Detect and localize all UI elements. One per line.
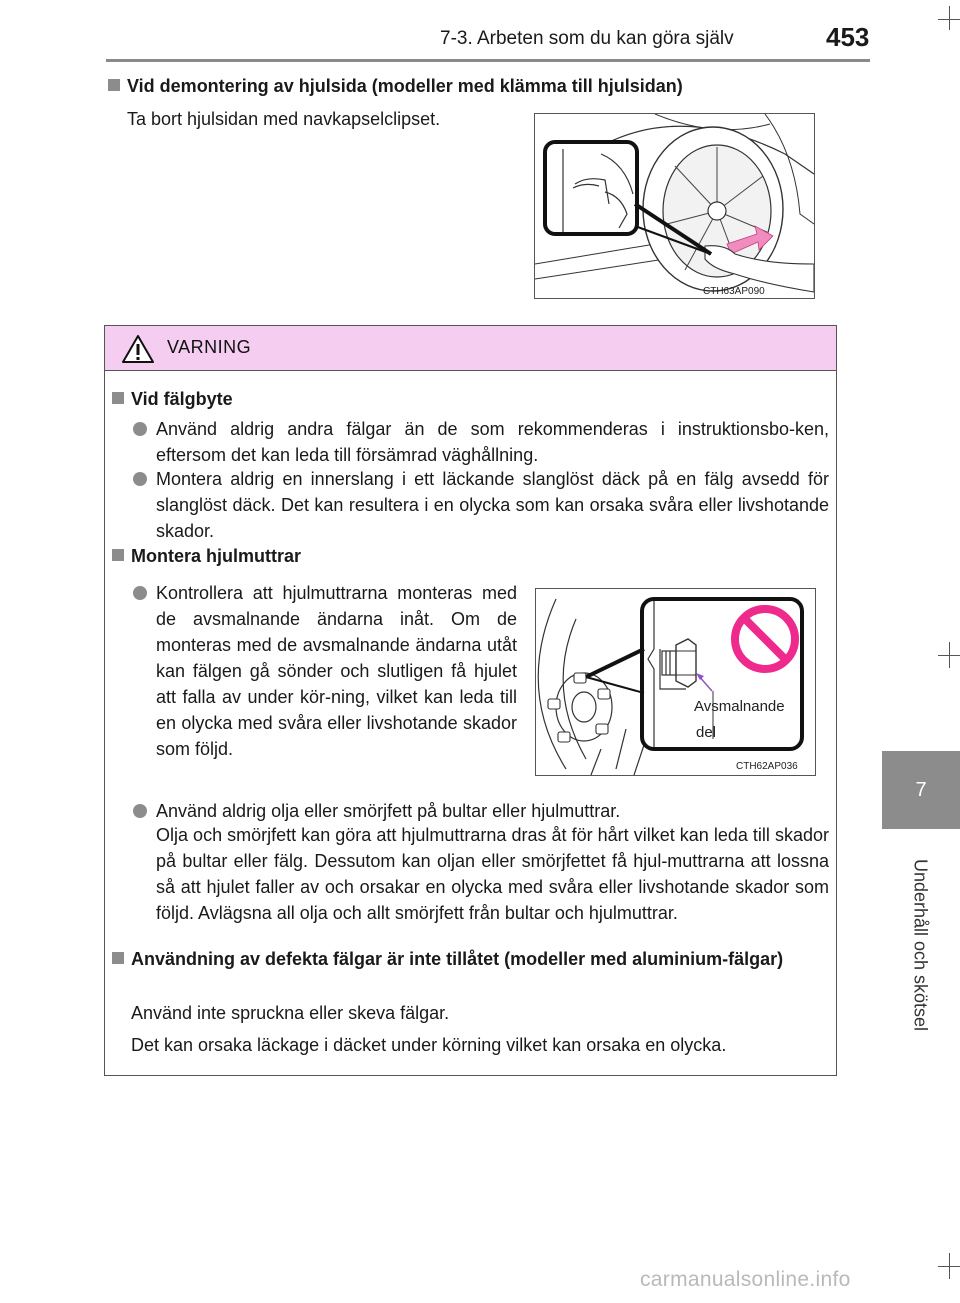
warning-item: Montera aldrig en innerslang i ett läckande slanglöst däck på en fälg avsedd för slanglöst däck. Det kan resultera i en olycka som kan orsaka svåra eller livshotande skador. xyxy=(156,469,829,541)
square-bullet-icon xyxy=(112,549,124,561)
heading-text: Vid fälgbyte xyxy=(131,389,233,409)
round-bullet-icon xyxy=(133,422,147,436)
header-title: 7-3. Arbeten som du kan göra själv xyxy=(440,28,734,49)
round-bullet-icon xyxy=(133,804,147,818)
figure-code: CTH62AP036 xyxy=(736,761,798,772)
chapter-number: 7 xyxy=(915,778,927,801)
round-bullet-icon xyxy=(133,472,147,486)
warning-box xyxy=(104,325,837,1076)
crop-mark xyxy=(949,6,950,30)
section-heading xyxy=(108,76,683,97)
lug-nut-illustration xyxy=(535,588,816,776)
figure-code: CTH63AP090 xyxy=(703,286,765,297)
chapter-label xyxy=(905,840,935,1050)
heading-text: Användning av defekta fälgar är inte tillåtet (modeller med aluminium-fälgar) xyxy=(131,949,784,969)
chapter-label-text: Underhåll och skötsel xyxy=(910,858,931,1032)
warning-group-heading xyxy=(112,543,301,569)
square-bullet-icon xyxy=(112,952,124,964)
lug-nut-drawing xyxy=(536,589,815,775)
warning-group-heading xyxy=(112,946,848,972)
wheel-cap-drawing xyxy=(535,114,814,298)
chapter-tab xyxy=(882,751,960,829)
section-body: Ta bort hjulsidan med navkapselclipset. xyxy=(127,109,441,129)
square-bullet-icon xyxy=(108,79,120,91)
crop-mark xyxy=(949,642,950,668)
warning-triangle-icon xyxy=(121,334,155,364)
figure-label: Avsmalnande xyxy=(694,698,785,715)
round-bullet-icon xyxy=(133,586,147,600)
warning-item: Använd aldrig olja eller smörjfett på bultar eller hjulmuttrar. xyxy=(156,801,621,821)
page-number: 453 xyxy=(826,22,870,52)
warning-item: Använd inte spruckna eller skeva fälgar. xyxy=(131,1003,450,1023)
warning-group-heading xyxy=(112,386,233,412)
warning-item: Kontrollera att hjulmuttrarna monteras med de avsmalnande ändarna inåt. Om de monteras med de avsmalnande ändarna utåt kan fälgen gå sönder och slutligen få hjulet att falla av under kör-ning, vilket kan leda till en olycka med svåra eller livshotande skador som följd. xyxy=(156,583,517,759)
warning-item: Använd aldrig andra fälgar än de som rekommenderas i instruktionsbo-ken, eftersom det kan leda till försämrad väghållning. xyxy=(156,419,829,465)
warning-header xyxy=(105,326,836,371)
warning-title: VARNING xyxy=(167,337,252,357)
wheel-cap-removal-illustration xyxy=(534,113,815,299)
crop-mark xyxy=(949,1253,950,1279)
warning-item: Det kan orsaka läckage i däcket under körning vilket kan orsaka en olycka. xyxy=(131,1035,727,1055)
watermark: carmanualsonline.info xyxy=(640,1268,851,1291)
section-heading-text: Vid demontering av hjulsida (modeller med klämma till hjulsidan) xyxy=(127,76,683,96)
header-rule xyxy=(106,59,870,62)
warning-item: Olja och smörjfett kan göra att hjulmuttrarna dras åt för hårt vilket kan leda till skador på bultar eller fälg. Dessutom kan oljan eller smörjfettet få hjul-muttrarna att lossna så att hjulet faller av och orsakar en olycka med svåra eller livshotande skador som följd. Avlägsna all olja och allt smörjfett från bultar och hjulmuttrar. xyxy=(156,825,829,923)
figure-label: del xyxy=(696,724,717,741)
square-bullet-icon xyxy=(112,392,124,404)
heading-text: Montera hjulmuttrar xyxy=(131,546,302,566)
